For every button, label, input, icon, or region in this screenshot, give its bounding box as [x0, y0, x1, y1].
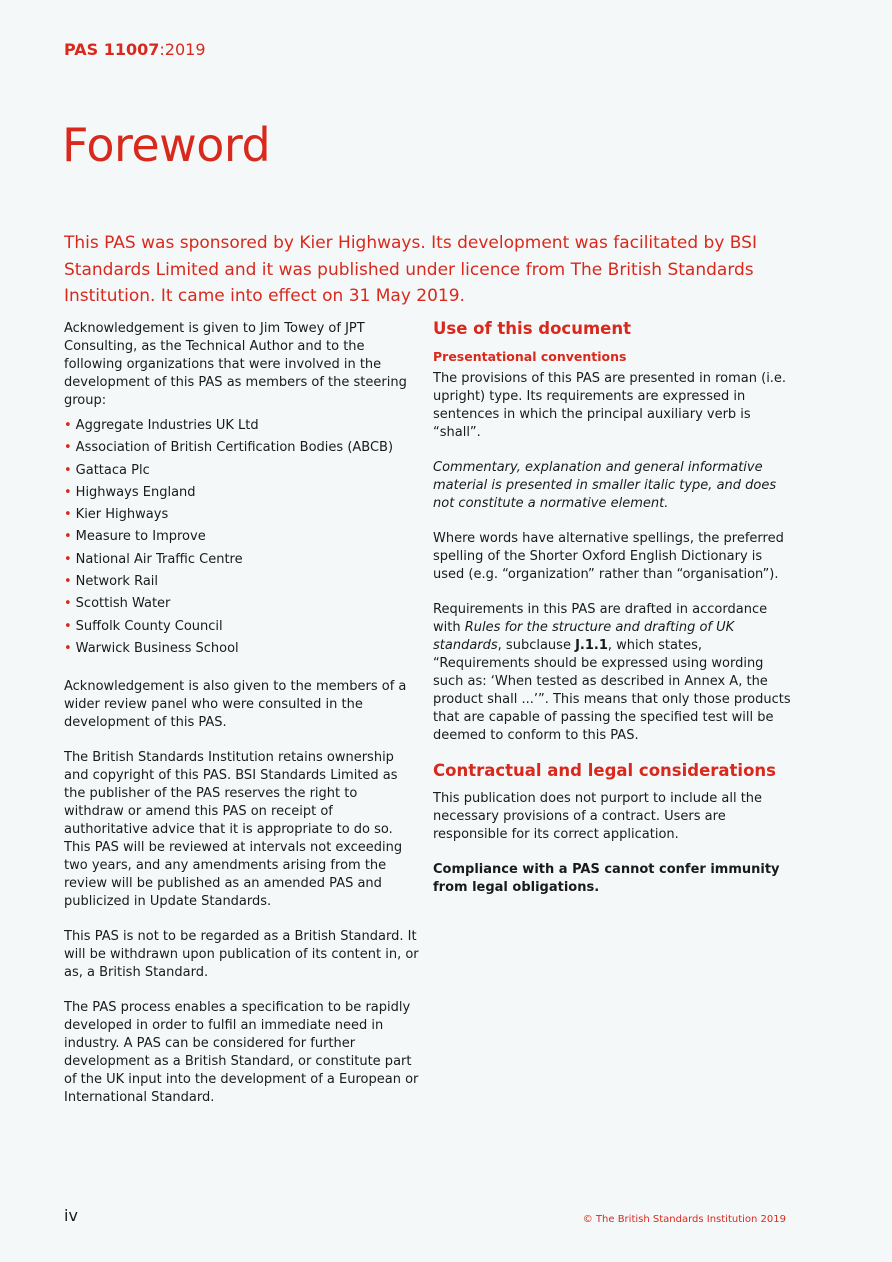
compliance-statement: Compliance with a PAS cannot confer immunity from legal obligations.: [433, 862, 780, 895]
list-item: • Measure to Improve: [64, 529, 206, 545]
page-title: Foreword: [62, 118, 271, 172]
acknowledgement-paragraph: Acknowledgement is given to Jim Towey of JPT Consulting, as the Technical Author and to the following organizations that were involved in the development of this PAS as members of the steering group:: [64, 321, 407, 408]
intro-paragraph: This PAS was sponsored by Kier Highways. Its development was facilitated by BSI Standards Limited and it was published under licence from The British Standards Institution. It came into effect on 31 May 2019.: [64, 233, 757, 306]
bullet-icon: •: [64, 596, 72, 612]
pas-process-paragraph: The PAS process enables a specification to be rapidly developed in order to fulfil an immediate need in industry. A PAS can be considered for further development as a British Standard, or constitute part of the UK input into the development of a European or International Standard.: [64, 1000, 419, 1106]
rules-title: Rules for the structure and drafting of UK standards: [433, 620, 735, 653]
contract-paragraph: This publication does not purport to include all the necessary provisions of a contract. Users are responsible for its correct application.: [433, 791, 763, 842]
page-number: iv: [64, 1206, 78, 1225]
bullet-icon: •: [64, 551, 72, 567]
left-column: [64, 320, 420, 1124]
presentational-conventions-heading: Presentational conventions: [433, 349, 627, 364]
list-item: • Kier Highways: [64, 507, 169, 523]
bullet-icon: •: [64, 440, 72, 456]
bullet-icon: •: [64, 640, 72, 656]
document-code-year: :2019: [159, 40, 206, 59]
ownership-paragraph: The British Standards Institution retains ownership and copyright of this PAS. BSI Standards Limited as the publisher of the PAS reserves the right to withdraw or amend this PAS on receipt of authoritative advice that it is appropriate to do so. This PAS will be reviewed at intervals not exceeding two years, and any amendments arising from the review will be published as an amended PAS and publicized in Update Standards.: [64, 750, 403, 910]
list-item: • Association of British Certification Bodies (ABCB): [64, 440, 394, 456]
requirements-paragraph: Requirements in this PAS are drafted in accordance with Rules for the structure and drafting of UK standards, subclause J.1.1, which states, “Requirements should be expressed using wording such as: ‘When tested as described in Annex A, the product shall ...’”. This means that only those products that are capable of passing the specified test will be deemed to conform to this PAS.: [433, 602, 791, 743]
document-code-number: PAS 11007: [64, 40, 160, 59]
bullet-icon: •: [64, 418, 72, 433]
subclause-ref: J.1.1: [575, 638, 608, 653]
contractual-legal-heading: Contractual and legal considerations: [433, 761, 776, 780]
provisions-paragraph: The provisions of this PAS are presented in roman (i.e. upright) type. Its requirements are expressed in sentences in which the principal auxiliary verb is “shall”.: [433, 371, 787, 440]
document-code: [64, 40, 206, 59]
spellings-paragraph: Where words have alternative spellings, the preferred spelling of the Shorter Oxford English Dictionary is used (e.g. “organization” rather than “organisation”).: [433, 531, 784, 582]
bullet-icon: •: [64, 574, 72, 590]
bullet-icon: •: [64, 618, 72, 634]
use-of-document-heading: Use of this document: [433, 319, 631, 338]
list-item: • Warwick Business School: [64, 640, 239, 656]
list-item: • National Air Traffic Centre: [64, 551, 243, 567]
list-item: • Gattaca Plc: [64, 462, 150, 478]
not-british-standard-paragraph: This PAS is not to be regarded as a British Standard. It will be withdrawn upon publication of its content in, or as, a British Standard.: [64, 929, 419, 981]
right-column: [433, 320, 793, 914]
bullet-icon: •: [64, 529, 72, 545]
review-panel-paragraph: Acknowledgement is also given to the members of a wider review panel who were consulted in the development of this PAS.: [64, 679, 407, 731]
steering-group-list: [64, 415, 420, 660]
list-item: • Scottish Water: [64, 596, 171, 612]
list-item: • Aggregate Industries UK Ltd: [64, 418, 259, 433]
list-item: • Highways England: [64, 484, 196, 500]
bullet-icon: •: [64, 462, 72, 478]
list-item: • Network Rail: [64, 574, 159, 590]
bullet-icon: •: [64, 484, 72, 500]
commentary-paragraph: Commentary, explanation and general informative material is presented in smaller italic type, and does not constitute a normative element.: [433, 460, 777, 511]
list-item: • Suffolk County Council: [64, 618, 223, 634]
bullet-icon: •: [64, 507, 72, 523]
copyright-notice: © The British Standards Institution 2019: [582, 1214, 786, 1225]
